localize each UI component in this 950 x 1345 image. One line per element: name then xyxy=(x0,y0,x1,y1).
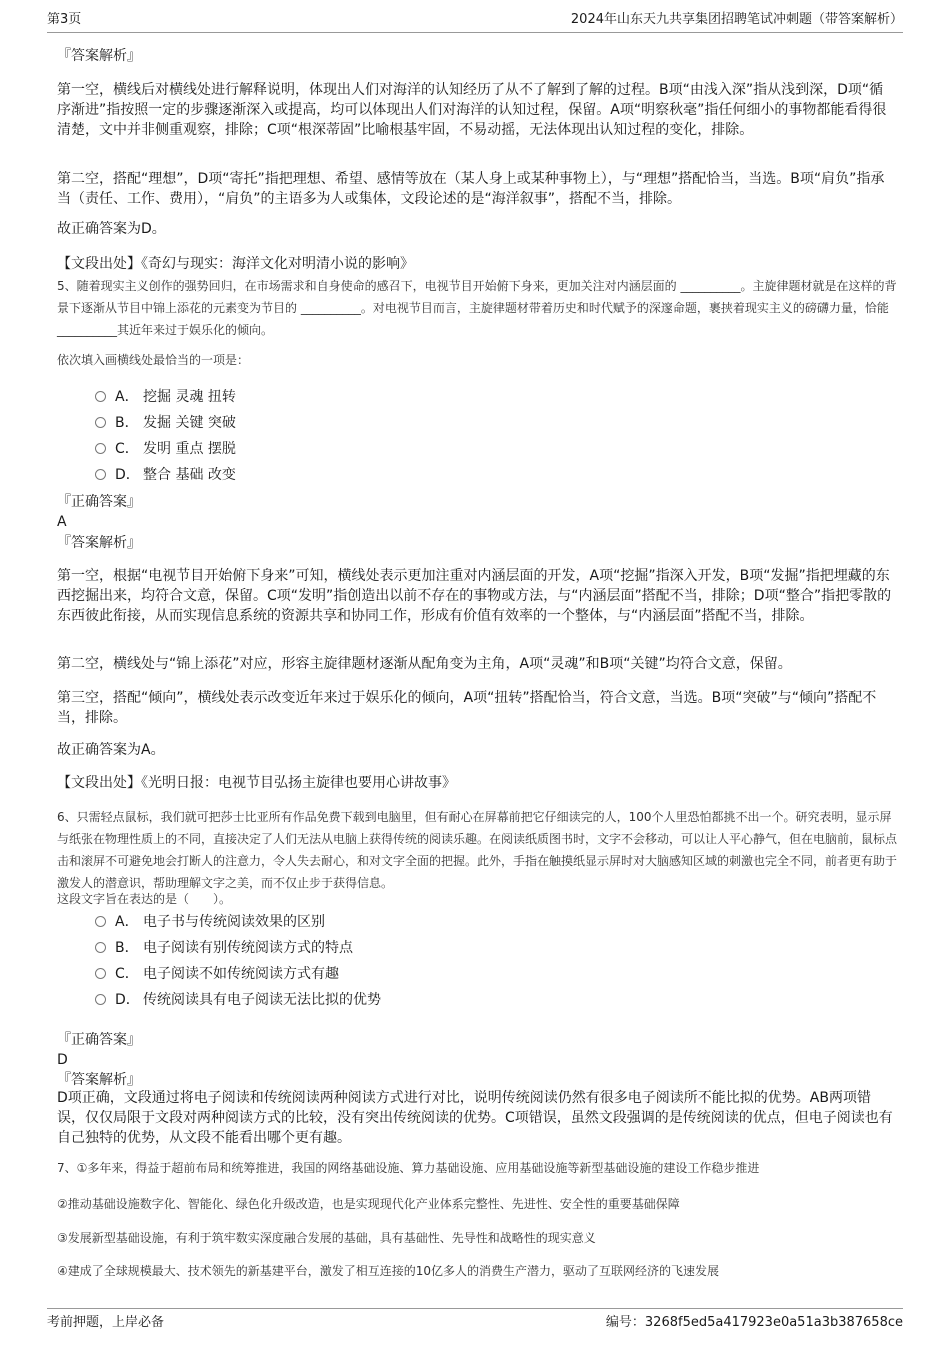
radio-icon[interactable] xyxy=(95,391,106,402)
page-header xyxy=(47,10,903,33)
q4-source: 【文段出处】《奇幻与现实：海洋文化对明清小说的影响》 xyxy=(57,256,414,272)
q6-option-d[interactable]: D． 传统阅读具有电子阅读无法比拟的优势 xyxy=(95,990,381,1010)
page-number: 第3页 xyxy=(47,12,82,27)
q5-prompt: 依次填入画横线处最恰当的一项是： xyxy=(57,353,250,367)
radio-icon[interactable] xyxy=(95,942,106,953)
q7-sentence-1: 7、①多年来，得益于超前布局和统筹推进，我国的网络基础设施、算力基础设施、应用基础设施等新型基础设施的建设工作稳步推进 xyxy=(57,1161,760,1175)
radio-icon[interactable] xyxy=(95,469,106,480)
q5-option-d[interactable]: D． 整合 基础 改变 xyxy=(95,465,236,485)
q5-answer: A xyxy=(57,514,67,530)
radio-icon[interactable] xyxy=(95,916,106,927)
q6-analysis-label: 『答案解析』 xyxy=(57,1072,141,1088)
q6-option-c[interactable]: C． 电子阅读不如传统阅读方式有趣 xyxy=(95,964,339,984)
footer-serial: 编号：3268f5ed5a417923e0a51a3b387658ce xyxy=(605,1315,903,1330)
q5-option-c[interactable]: C． 发明 重点 摆脱 xyxy=(95,439,236,459)
q5-conclusion: 故正确答案为A。 xyxy=(57,742,165,758)
radio-icon[interactable] xyxy=(95,994,106,1005)
q5-analysis-para1: 第一空，根据“电视节目开始俯下身来”可知，横线处表示更加注重对内涵层面的开发，A项“挖掘”指深入开发，B项“发掘”指把埋藏的东西挖掘出来，均符合文意，保留。C项“发明”指创造出以前不存在的事物或方法，与“内涵层面”搭配不当，排除；D项“整合”指把零散的东西彼此衔接，从而实现信息系统的资源共享和协同工作，形成有价值有效率的一个整体，与“内涵层面”搭配不当，排除。 xyxy=(57,568,892,624)
page-footer xyxy=(47,1308,903,1330)
q5-stem: 5、随着现实主义创作的强势回归，在市场需求和自身使命的感召下，电视节目开始俯下身来，更加关注对内涵层面的 __________。主旋律题材就是在这样的背景下逐渐从节目中锦上添花的元素变为节目的 __________。对电视节目而言，主旋律题材带着历史和时代赋予的深邃命题，裹挟着现实主义的磅礴力量，恰能 __________其近年来过于娱乐化的倾向。 xyxy=(57,279,897,337)
q5-analysis-label: 『答案解析』 xyxy=(57,535,141,551)
radio-icon[interactable] xyxy=(95,443,106,454)
q7-sentence-2: ②推动基础设施数字化、智能化、绿色化升级改造，也是实现现代化产业体系完整性、先进性、安全性的重要基础保障 xyxy=(57,1197,680,1211)
document-title: 2024年山东天九共享集团招聘笔试冲刺题（带答案解析） xyxy=(570,12,903,27)
q6-option-a[interactable]: A． 电子书与传统阅读效果的区别 xyxy=(95,912,325,932)
q6-prompt: 这段文字旨在表达的是（ ）。 xyxy=(57,892,232,906)
radio-icon[interactable] xyxy=(95,417,106,428)
q6-answer: D xyxy=(57,1052,68,1068)
q5-answer-label: 『正确答案』 xyxy=(57,494,141,510)
radio-icon[interactable] xyxy=(95,968,106,979)
q4-analysis-para1: 第一空，横线后对横线处进行解释说明，体现出人们对海洋的认知经历了从不了解到了解的过程。B项“由浅入深”指从浅到深，D项“循序渐进”指按照一定的步骤逐渐深入或提高，均可以体现出人们对海洋的认知过程，保留。A项“明察秋毫”指任何细小的事物都能看得很清楚，文中并非侧重观察，排除；C项“根深蒂固”比喻根基牢固，不易动摇，无法体现出认知过程的变化，排除。 xyxy=(57,82,887,138)
q6-option-b[interactable]: B． 电子阅读有别传统阅读方式的特点 xyxy=(95,938,353,958)
q4-analysis-para2: 第二空，搭配“理想”，D项“寄托”指把理想、希望、感情等放在（某人身上或某种事物上），与“理想”搭配恰当，当选。B项“肩负”指承当（责任、工作、费用），“肩负”的主语多为人或集体，文段论述的是“海洋叙事”，搭配不当，排除。 xyxy=(57,171,885,207)
q5-option-b[interactable]: B． 发掘 关键 突破 xyxy=(95,413,236,433)
q6-answer-label: 『正确答案』 xyxy=(57,1032,141,1048)
q6-stem: 6、只需轻点鼠标，我们就可把莎士比亚所有作品免费下载到电脑里，但有耐心在屏幕前把它仔细读完的人，100个人里恐怕都挑不出一个。研究表明，显示屏与纸张在物理性质上的不同，直接决定了人们无法从电脑上获得传统的阅读乐趣。在阅读纸质图书时，文字不会移动，可以让人平心静气，但在电脑前，鼠标点击和滚屏不可避免地会打断人的注意力，令人失去耐心，和对文字全面的把握。此外，手指在触摸纸显示屏时对大脑感知区域的刺激也完全不同，前者更有助于激发人的潜意识，帮助理解文字之美，而不仅止步于获得信息。 xyxy=(57,810,898,890)
q6-analysis-para1: D项正确，文段通过将电子阅读和传统阅读两种阅读方式进行对比，说明传统阅读仍然有很多电子阅读所不能比拟的优势。AB两项错误，仅仅局限于文段对两种阅读方式的比较，没有突出传统阅读的优势。C项错误，虽然文段强调的是传统阅读的优点，但电子阅读也有自己独特的优势，从文段不能看出哪个更有趣。 xyxy=(57,1090,893,1146)
q5-option-a[interactable]: A． 挖掘 灵魂 扭转 xyxy=(95,387,236,407)
q5-analysis-para3: 第三空，搭配“倾向”，横线处表示改变近年来过于娱乐化的倾向，A项“扭转”搭配恰当，符合文意，当选。B项“突破”与“倾向”搭配不当，排除。 xyxy=(57,690,877,726)
q5-source: 【文段出处】《光明日报：电视节目弘扬主旋律也要用心讲故事》 xyxy=(57,775,456,791)
q7-sentence-3: ③发展新型基础设施，有利于筑牢数实深度融合发展的基础，具有基础性、先导性和战略性的现实意义 xyxy=(57,1231,596,1245)
footer-slogan: 考前押题，上岸必备 xyxy=(47,1315,165,1330)
q4-analysis-label: 『答案解析』 xyxy=(57,48,141,64)
q4-conclusion: 故正确答案为D。 xyxy=(57,221,166,237)
q5-analysis-para2: 第二空，横线处与“锦上添花”对应，形容主旋律题材逐渐从配角变为主角，A项“灵魂”和B项“关键”均符合文意，保留。 xyxy=(57,656,792,672)
q7-sentence-4: ④建成了全球规模最大、技术领先的新基建平台，激发了相互连接的10亿多人的消费生产潜力，驱动了互联网经济的飞速发展 xyxy=(57,1264,720,1278)
